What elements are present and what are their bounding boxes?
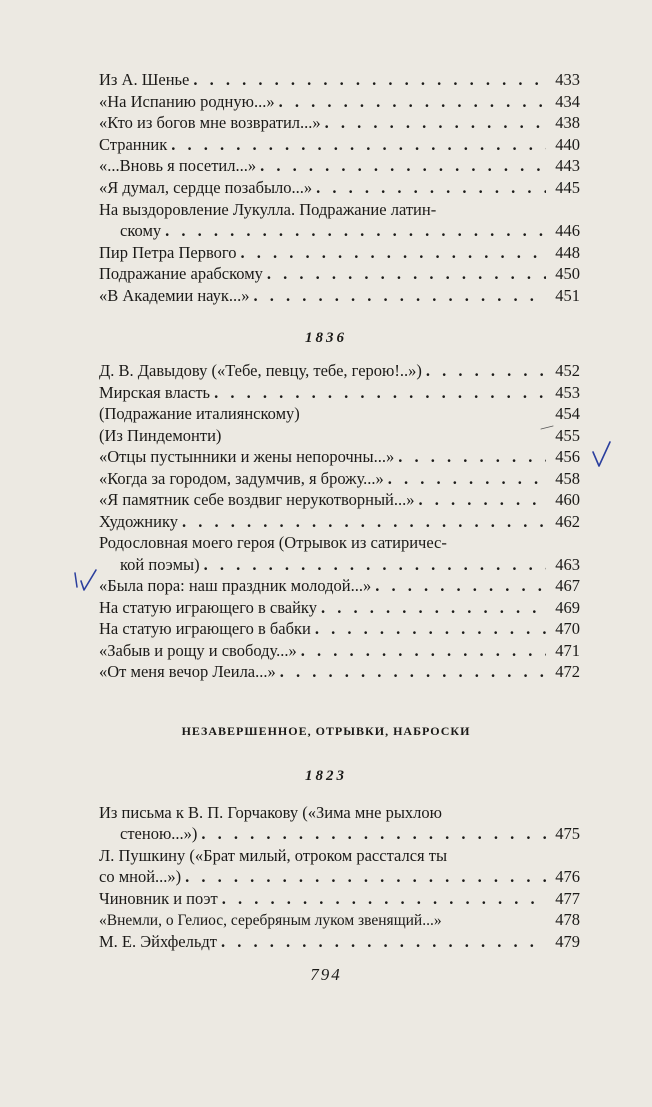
toc-entry[interactable]: [99, 285, 580, 307]
entry-page: 450: [555, 264, 580, 283]
entry-title: «Я думал, сердце позабыло...»: [99, 178, 313, 197]
leader-dots: [426, 360, 546, 382]
entry-page: 462: [555, 512, 580, 531]
entry-page: 478: [555, 910, 580, 929]
leader-dots: [214, 382, 546, 404]
entry-page: 443: [555, 156, 580, 175]
entry-title: «От меня вечор Леила...»: [99, 662, 276, 681]
entry-title: Странник: [99, 135, 168, 154]
entry-page: 445: [555, 178, 580, 197]
toc-entry[interactable]: [99, 134, 580, 156]
toc-entry[interactable]: [99, 112, 580, 134]
entry-page: 475: [555, 824, 580, 843]
entry-page: 471: [555, 641, 580, 660]
entry-title: «Отцы пустынники и жены непорочны...»: [99, 447, 395, 466]
leader-dots: [325, 112, 546, 134]
year-heading-1836: 1836: [305, 330, 347, 346]
toc-entry[interactable]: [99, 661, 580, 683]
entry-title: М. Е. Эйхфельдт: [99, 932, 217, 951]
toc-entry[interactable]: [99, 220, 580, 242]
leader-dots: [165, 220, 546, 242]
entry-title: «На Испанию родную...»: [99, 92, 275, 111]
toc-entry[interactable]: [99, 69, 580, 91]
entry-page: 438: [555, 113, 580, 132]
entry-page: 452: [555, 361, 580, 380]
entry-title: «...Вновь я посетил...»: [99, 156, 257, 175]
leader-dots: [254, 285, 546, 307]
entry-page: 455: [555, 426, 580, 445]
entry-title: Подражание арабскому: [99, 264, 263, 283]
entry-page: 469: [555, 598, 580, 617]
entry-page: 440: [555, 135, 580, 154]
toc-entry[interactable]: [99, 263, 580, 285]
leader-dots: [279, 91, 546, 113]
entry-page: 456: [555, 447, 580, 466]
entry-page: 434: [555, 92, 580, 111]
entry-title: Художнику: [99, 512, 179, 531]
toc-entry[interactable]: [99, 554, 580, 576]
leader-dots: [375, 575, 546, 597]
check-mark-icon: [590, 440, 614, 470]
entry-title: Д. В. Давыдову («Тебе, певцу, тебе, герою!..»): [99, 361, 422, 380]
entry-page: 477: [555, 889, 580, 908]
entry-page: 454: [555, 404, 580, 423]
leader-dots: [193, 69, 546, 91]
entry-title-line2: кой поэмы): [120, 555, 200, 574]
leader-dots: [267, 263, 546, 285]
entry-title: На статую играющего в свайку: [99, 598, 317, 617]
toc-entry[interactable]: [99, 425, 580, 447]
entry-title: На статую играющего в бабки: [99, 619, 311, 638]
entry-title: (Из Пиндемонти): [99, 426, 222, 445]
leader-dots: [419, 489, 546, 511]
toc-entry[interactable]: [99, 91, 580, 113]
toc-entry[interactable]: [99, 242, 580, 264]
toc-entry[interactable]: [99, 909, 580, 931]
pencil-tick-icon: [540, 423, 554, 433]
toc-entry[interactable]: [99, 403, 580, 425]
leader-dots: [241, 242, 547, 264]
leader-dots: [201, 823, 546, 845]
check-mark-icon: [73, 567, 99, 593]
entry-title: Чиновник и поэт: [99, 889, 218, 908]
entry-title-line2: скому: [120, 221, 162, 240]
toc-entry[interactable]: [99, 446, 580, 468]
entry-title-line1[interactable]: Из письма к В. П. Горчакову («Зима мне рыхлою: [99, 803, 442, 822]
leader-dots: [301, 640, 546, 662]
toc-entry[interactable]: [99, 640, 580, 662]
toc-entry[interactable]: [99, 597, 580, 619]
entry-title: «В Академии наук...»: [99, 286, 250, 305]
toc-entry[interactable]: [99, 382, 580, 404]
entry-page: 467: [555, 576, 580, 595]
entry-page: 446: [555, 221, 580, 240]
leader-dots: [260, 155, 546, 177]
section-heading: НЕЗАВЕРШЕННОЕ, ОТРЫВКИ, НАБРОСКИ: [181, 724, 471, 738]
leader-dots: [321, 597, 546, 619]
leader-dots: [315, 618, 546, 640]
toc-entry[interactable]: [99, 489, 580, 511]
entry-page: 470: [555, 619, 580, 638]
entry-page: 479: [555, 932, 580, 951]
entry-title-line1[interactable]: Родословная моего героя (Отрывок из сатиричес-: [99, 533, 447, 552]
toc-entry[interactable]: [99, 177, 580, 199]
year-heading-1823: 1823: [305, 768, 347, 784]
entry-page: 451: [555, 286, 580, 305]
entry-title: Мирская власть: [99, 383, 211, 402]
page-number: 794: [310, 965, 342, 984]
toc-entry[interactable]: [99, 888, 580, 910]
toc-entry[interactable]: [99, 511, 580, 533]
entry-title: «Была пора: наш праздник молодой...»: [99, 576, 372, 595]
leader-dots: [388, 468, 546, 490]
entry-title: «Кто из богов мне возвратил...»: [99, 113, 321, 132]
entry-page: 453: [555, 383, 580, 402]
entry-title: Из А. Шенье: [99, 70, 190, 89]
entry-title-line2: стеною...»): [120, 824, 198, 843]
toc-entry[interactable]: [99, 866, 580, 888]
entry-title-line1[interactable]: Л. Пушкину («Брат милый, отроком расстался ты: [99, 846, 448, 865]
leader-dots: [204, 554, 546, 576]
entry-title: «Забыв и рощу и свободу...»: [99, 641, 297, 660]
toc-entry[interactable]: [99, 360, 580, 382]
entry-title: «Внемли, о Гелиос, серебряным луком звенящий...»: [99, 912, 442, 929]
toc-entry[interactable]: [99, 468, 580, 490]
entry-title: «Когда за городом, задумчив, я брожу...»: [99, 469, 384, 488]
entry-page: 476: [555, 867, 580, 886]
leader-dots: [185, 866, 546, 888]
leader-dots: [222, 888, 546, 910]
leader-dots: [182, 511, 546, 533]
leader-dots: [316, 177, 546, 199]
entry-title: (Подражание италиянскому): [99, 404, 300, 423]
toc-entry[interactable]: [99, 575, 580, 597]
leader-dots: [221, 931, 546, 953]
entry-title: Пир Петра Первого: [99, 243, 237, 262]
leader-dots: [171, 134, 546, 156]
entry-page: 472: [555, 662, 580, 681]
entry-title: «Я памятник себе воздвиг нерукотворный...»: [99, 490, 415, 509]
toc-entry[interactable]: [99, 155, 580, 177]
toc-entry[interactable]: [99, 931, 580, 953]
leader-dots: [280, 661, 546, 683]
entry-page: 433: [555, 70, 580, 89]
entry-title-line1[interactable]: На выздоровление Лукулла. Подражание латин-: [99, 200, 437, 219]
entry-page: 458: [555, 469, 580, 488]
entry-title-line2: со мной...»): [99, 867, 182, 886]
entry-page: 460: [555, 490, 580, 509]
toc-entry[interactable]: [99, 618, 580, 640]
entry-page: 448: [555, 243, 580, 262]
entry-page: 463: [555, 555, 580, 574]
leader-dots: [398, 446, 546, 468]
toc-entry[interactable]: [99, 823, 580, 845]
